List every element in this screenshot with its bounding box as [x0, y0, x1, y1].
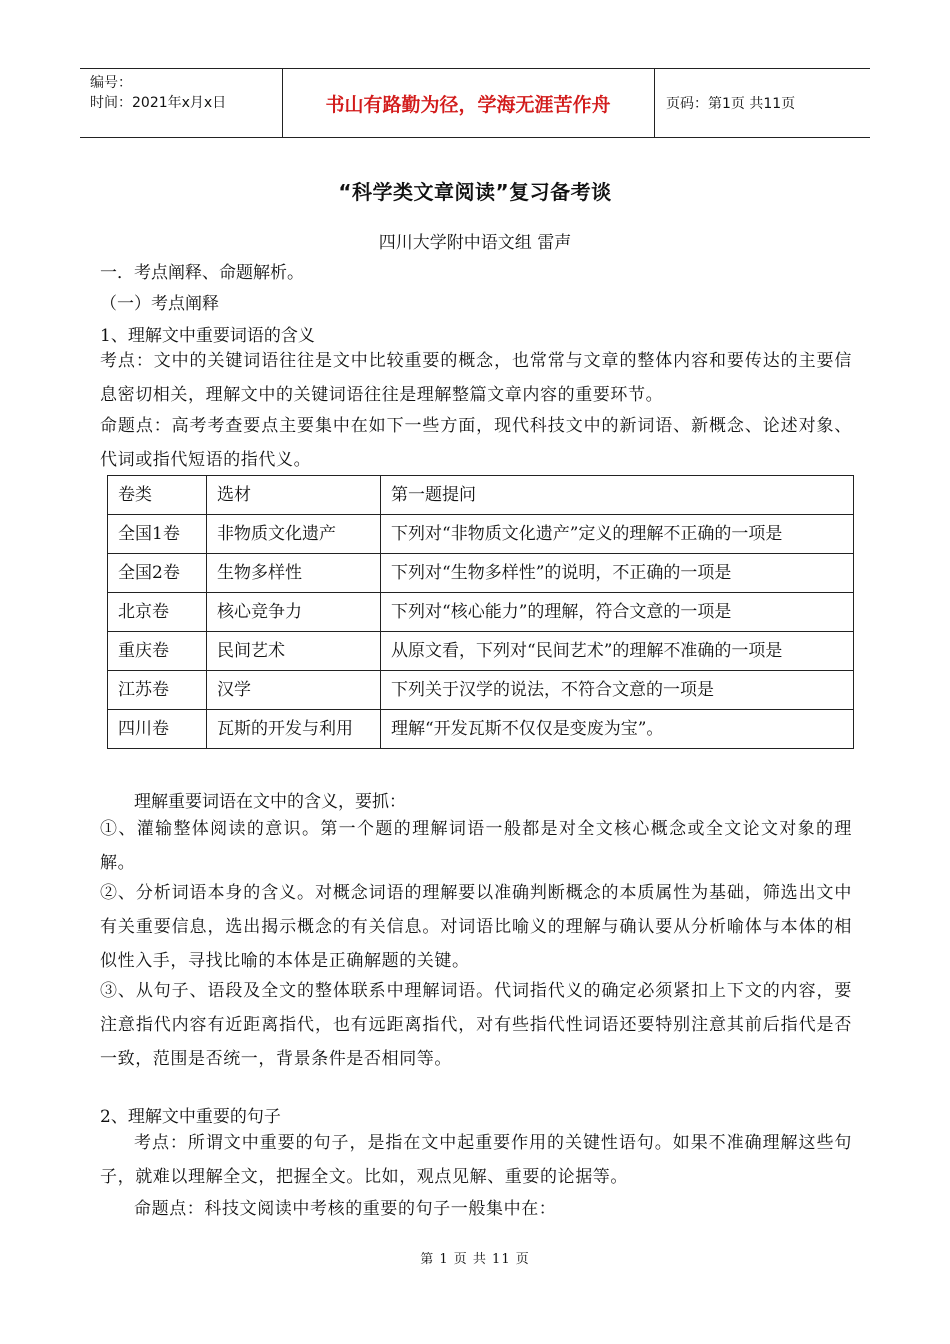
- table-cell: 四川卷: [108, 710, 207, 749]
- point-paragraph: ②、分析词语本身的含义。对概念词语的理解要以准确判断概念的本质属性为基础，筛选出文中有关重要信息，选出揭示概念的有关信息。对词语比喻义的理解与确认要从分析喻体与本体的相似性入手，寻找比喻的本体是正确解题的关键。: [100, 883, 852, 971]
- table-cell: 理解“开发瓦斯不仅仅是变废为宝”。: [381, 710, 854, 749]
- exam-table: [107, 475, 854, 749]
- table-cell: 下列对“生物多样性”的说明，不正确的一项是: [381, 554, 854, 593]
- page-footer: 第 1 页 共 11 页: [420, 1252, 530, 1267]
- item-heading: 1、理解文中重要词语的含义: [100, 326, 315, 346]
- subsection-heading: （一）考点阐释: [100, 294, 219, 314]
- table-cell: 下列关于汉学的说法，不符合文意的一项是: [381, 671, 854, 710]
- table-cell: 从原文看，下列对“民间艺术”的理解不准确的一项是: [381, 632, 854, 671]
- table-header-row: [108, 476, 854, 515]
- header-motto: 书山有路勤为径，学海无涯苦作舟: [282, 69, 655, 137]
- mingti-paragraph: 命题点：高考考查要点主要集中在如下一些方面，现代科技文中的新词语、新概念、论述对象、代词或指代短语的指代义。: [100, 416, 852, 470]
- section-heading: 一．考点阐释、命题解析。: [100, 263, 304, 283]
- table-cell: 全国1卷: [108, 515, 207, 554]
- table-cell: 下列对“非物质文化遗产”定义的理解不正确的一项是: [381, 515, 854, 554]
- table-row: [108, 554, 854, 593]
- header-page-label: 页码：第1页 共11页: [666, 96, 796, 112]
- table-row: [108, 710, 854, 749]
- item-heading: 2、理解文中重要的句子: [100, 1107, 281, 1127]
- table-row: [108, 632, 854, 671]
- table-cell: 汉学: [207, 671, 381, 710]
- table-cell: 北京卷: [108, 593, 207, 632]
- kaodian-paragraph: 考点：文中的关键词语往往是文中比较重要的概念，也常常与文章的整体内容和要传达的主要信息密切相关，理解文中的关键词语往往是理解整篇文章内容的重要环节。: [100, 351, 852, 405]
- document-title: “科学类文章阅读”复习备考谈: [338, 180, 612, 204]
- number-label: 编号：: [90, 75, 132, 91]
- table-row: [108, 515, 854, 554]
- grasp-intro: 理解重要词语在文中的含义，要抓：: [134, 792, 406, 812]
- table-cell: 民间艺术: [207, 632, 381, 671]
- table-cell: 生物多样性: [207, 554, 381, 593]
- document-author: 四川大学附中语文组 雷声: [378, 233, 572, 253]
- header-meta-cell: [80, 69, 283, 137]
- point-paragraph: ③、从句子、语段及全文的整体联系中理解词语。代词指代义的确定必须紧扣上下文的内容，要注意指代内容有近距离指代，也有远距离指代，对有些指代性词语还要特别注意其前后指代是否一致，范围是否统一，背景条件是否相同等。: [100, 981, 852, 1069]
- table-header-cell: 第一题提问: [381, 476, 854, 515]
- table-cell: 江苏卷: [108, 671, 207, 710]
- mingti-paragraph: 命题点：科技文阅读中考核的重要的句子一般集中在：: [134, 1199, 557, 1219]
- page-header: [80, 68, 870, 138]
- table-cell: 核心竞争力: [207, 593, 381, 632]
- table-header-cell: 卷类: [108, 476, 207, 515]
- point-paragraph: ①、灌输整体阅读的意识。第一个题的理解词语一般都是对全文核心概念或全文论文对象的理解。: [100, 819, 852, 873]
- table-cell: 重庆卷: [108, 632, 207, 671]
- date-label: 时间：2021年x月x日: [90, 95, 227, 111]
- table-cell: 瓦斯的开发与利用: [207, 710, 381, 749]
- table-cell: 全国2卷: [108, 554, 207, 593]
- table-row: [108, 671, 854, 710]
- table-row: [108, 593, 854, 632]
- table-cell: 非物质文化遗产: [207, 515, 381, 554]
- table-cell: 下列对“核心能力”的理解，符合文意的一项是: [381, 593, 854, 632]
- kaodian-paragraph: 考点：所谓文中重要的句子，是指在文中起重要作用的关键性语句。如果不准确理解这些句子，就难以理解全文，把握全文。比如，观点见解、重要的论据等。: [100, 1133, 852, 1187]
- table-header-cell: 选材: [207, 476, 381, 515]
